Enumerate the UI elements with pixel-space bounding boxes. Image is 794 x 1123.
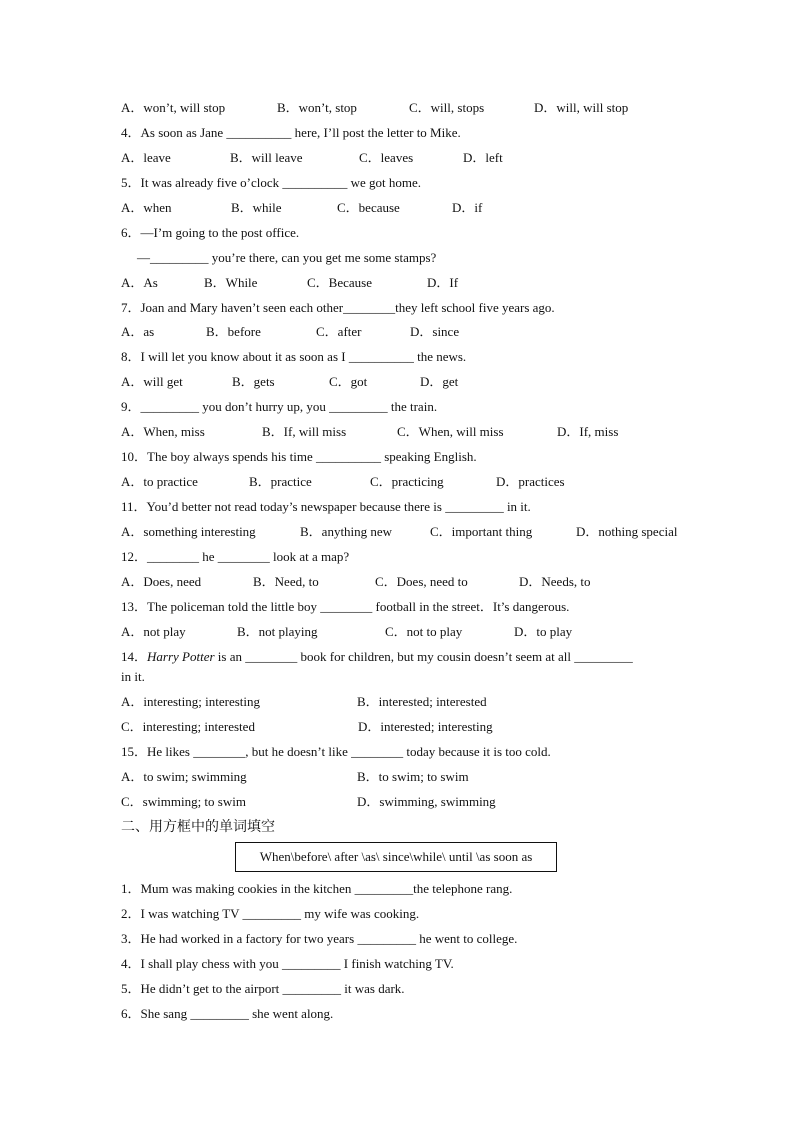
q5-option-a: A．when xyxy=(121,200,172,215)
q14-option-d: D．interested; interesting xyxy=(358,719,493,734)
q7-option-b: B．before xyxy=(206,324,261,339)
q3-option-c: C．will, stops xyxy=(409,100,485,115)
q15-options-row1 xyxy=(121,766,681,788)
q13-option-b: B．not playing xyxy=(237,624,318,639)
q10-option-a: A．to practice xyxy=(121,474,198,489)
q13-option-d: D．to play xyxy=(514,624,573,639)
q15-option-b: B．to swim; to swim xyxy=(357,769,469,784)
q5-options xyxy=(121,197,681,219)
section-2-title: 二、用方框中的单词填空 xyxy=(121,819,275,835)
question-14-book-title: Harry Potter xyxy=(147,649,215,664)
question-11: 11．You’d better not read today’s newspaper because there is _________ in it. xyxy=(121,499,531,514)
q4-option-b: B．will leave xyxy=(230,150,303,165)
q12-option-c: C．Does, need to xyxy=(375,574,468,589)
q15-option-d: D．swimming, swimming xyxy=(357,794,496,809)
question-10: 10．The boy always spends his time __________ speaking English. xyxy=(121,449,477,464)
q8-option-b: B．gets xyxy=(232,374,275,389)
q13-option-a: A．not play xyxy=(121,624,186,639)
q3-option-b: B．won’t, stop xyxy=(277,100,357,115)
q13-options xyxy=(121,621,681,643)
q3-option-a: A．won’t, will stop xyxy=(121,100,226,115)
q6-option-a: A．As xyxy=(121,275,158,290)
q8-option-d: D．get xyxy=(420,374,459,389)
q10-option-b: B．practice xyxy=(249,474,312,489)
q6-option-d: D．If xyxy=(427,275,459,290)
q3-options xyxy=(121,97,681,119)
q12-options xyxy=(121,571,681,593)
q5-option-c: C．because xyxy=(337,200,400,215)
q14-option-c: C．interesting; interested xyxy=(121,719,255,734)
question-14-number: 14． xyxy=(121,649,148,664)
q9-options xyxy=(121,421,681,443)
question-12: 12．________ he ________ look at a map? xyxy=(121,549,350,564)
q6-option-c: C．Because xyxy=(307,275,372,290)
question-8: 8．I will let you know about it as soon as I __________ the news. xyxy=(121,349,467,364)
question-7: 7．Joan and Mary haven’t seen each other________they left school five years ago. xyxy=(121,300,555,315)
question-15: 15．He likes ________, but he doesn’t like ________ today because it is too cold. xyxy=(121,744,551,759)
question-4: 4．As soon as Jane __________ here, I’ll post the letter to Mike. xyxy=(121,125,461,140)
q11-option-b: B．anything new xyxy=(300,524,393,539)
q10-option-c: C．practicing xyxy=(370,474,444,489)
q3-option-d: D．will, will stop xyxy=(534,100,629,115)
q15-option-c: C．swimming; to swim xyxy=(121,794,246,809)
q11-options xyxy=(121,521,691,543)
q7-option-c: C．after xyxy=(316,324,362,339)
fill-item-6: 6．She sang _________ she went along. xyxy=(121,1006,334,1021)
q9-option-d: D．If, miss xyxy=(557,424,619,439)
q15-option-a: A．to swim; swimming xyxy=(121,769,247,784)
q4-options xyxy=(121,147,681,169)
word-box: When\before\ after \as\ since\while\ until \as soon as xyxy=(235,842,557,872)
q11-option-d: D．nothing special xyxy=(576,524,678,539)
q9-option-c: C．When, will miss xyxy=(397,424,504,439)
q12-option-d: D．Needs, to xyxy=(519,574,591,589)
question-14-text: is an ________ book for children, but my cousin doesn’t seem at all _________ xyxy=(214,649,633,664)
q10-options xyxy=(121,471,681,493)
q12-option-a: A．Does, need xyxy=(121,574,202,589)
fill-item-3: 3．He had worked in a factory for two years _________ he went to college. xyxy=(121,931,518,946)
q7-options xyxy=(121,321,681,343)
q14-option-a: A．interesting; interesting xyxy=(121,694,261,709)
q14-option-b: B．interested; interested xyxy=(357,694,487,709)
question-9: 9．_________ you don’t hurry up, you _________ the train. xyxy=(121,399,438,414)
q14-options-row2 xyxy=(121,716,681,738)
q8-option-a: A．will get xyxy=(121,374,183,389)
q8-options xyxy=(121,371,681,393)
q9-option-b: B．If, will miss xyxy=(262,424,347,439)
question-6-reply: —_________ you’re there, can you get me some stamps? xyxy=(137,250,437,265)
q8-option-c: C．got xyxy=(329,374,368,389)
q6-options xyxy=(121,272,681,294)
q9-option-a: A．When, miss xyxy=(121,424,205,439)
q4-option-d: D．left xyxy=(463,150,503,165)
q10-option-d: D．practices xyxy=(496,474,565,489)
q11-option-a: A．something interesting xyxy=(121,524,256,539)
q11-option-c: C．important thing xyxy=(430,524,533,539)
fill-item-5: 5．He didn’t get to the airport _________ it was dark. xyxy=(121,981,405,996)
q6-option-b: B．While xyxy=(204,275,258,290)
q4-option-c: C．leaves xyxy=(359,150,414,165)
q7-option-d: D．since xyxy=(410,324,460,339)
q5-option-b: B．while xyxy=(231,200,282,215)
q14-options-row1 xyxy=(121,691,681,713)
fill-item-2: 2．I was watching TV _________ my wife was cooking. xyxy=(121,906,420,921)
question-5: 5．It was already five o’clock __________ we got home. xyxy=(121,175,422,190)
question-14-continued: in it. xyxy=(121,669,145,684)
q4-option-a: A．leave xyxy=(121,150,171,165)
q5-option-d: D．if xyxy=(452,200,483,215)
q15-options-row2 xyxy=(121,791,681,813)
question-6: 6．—I’m going to the post office. xyxy=(121,225,300,240)
q12-option-b: B．Need, to xyxy=(253,574,319,589)
question-13: 13．The policeman told the little boy ________ football in the street．It’s dangerous. xyxy=(121,599,570,614)
fill-item-1: 1．Mum was making cookies in the kitchen _________the telephone rang. xyxy=(121,881,513,896)
question-14 xyxy=(121,646,633,668)
q13-option-c: C．not to play xyxy=(385,624,463,639)
fill-item-4: 4．I shall play chess with you _________ I finish watching TV. xyxy=(121,956,454,971)
q7-option-a: A．as xyxy=(121,324,155,339)
